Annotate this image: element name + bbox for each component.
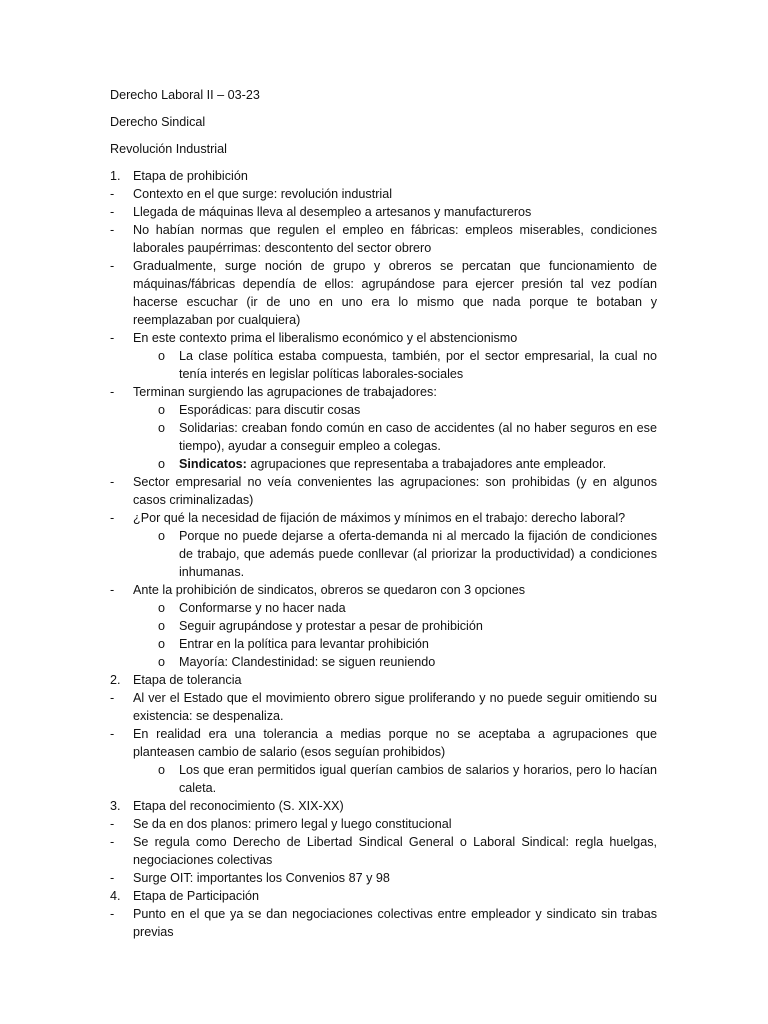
sub-list-item <box>110 347 657 383</box>
list-marker: 3. <box>110 799 121 813</box>
sub-list-item <box>110 635 657 653</box>
list-item-text: Mayoría: Clandestinidad: se siguen reuniendo <box>179 655 436 669</box>
list-marker: - <box>110 511 115 525</box>
list-item-text: agrupaciones que representaba a trabajadores ante empleador. <box>246 457 607 471</box>
list-marker: - <box>110 691 115 705</box>
list-item <box>110 383 657 401</box>
sub-list-item <box>110 617 657 635</box>
list-item-text: En realidad era una tolerancia a medias porque no se aceptaba a agrupaciones que planteasen cambio de salario (esos seguían prohibidos) <box>133 727 657 759</box>
list-item-text: Terminan surgiendo las agrupaciones de trabajadores: <box>133 385 437 399</box>
list-marker: 2. <box>110 673 121 687</box>
list-marker: o <box>158 637 166 651</box>
list-item <box>110 509 657 527</box>
list-marker: - <box>110 187 115 201</box>
list-item-text: Gradualmente, surge noción de grupo y obreros se percatan que funcionamiento de máquinas/fábricas dependía de ellos: agrupándose para ejercer presión tal vez podían hacerse escuchar (ir de uno en uno era lo mismo que nada porque te botaban y reemplazaban por cualquiera) <box>133 259 657 327</box>
list-item-text: Etapa de prohibición <box>133 169 248 183</box>
list-item-text: Porque no puede dejarse a oferta-demanda ni al mercado la fijación de condiciones de trabajo, que además puede conllevar (al priorizar la productividad) a condiciones inhumanas. <box>179 529 657 579</box>
list-item-text: Se regula como Derecho de Libertad Sindical General o Laboral Sindical: regla huelgas, negociaciones colectivas <box>133 835 657 867</box>
list-item <box>110 869 657 887</box>
list-item <box>110 257 657 329</box>
list-marker: o <box>158 349 166 363</box>
list-marker: o <box>158 529 166 543</box>
list-item-text: Sector empresarial no veía convenientes las agrupaciones: son prohibidas (y en algunos casos criminalizadas) <box>133 475 657 507</box>
list-marker: - <box>110 259 115 273</box>
list-marker: o <box>158 403 166 417</box>
list-item <box>110 725 657 761</box>
list-marker: o <box>158 655 166 669</box>
list-item <box>110 671 657 689</box>
list-marker: - <box>110 385 115 399</box>
section-heading: Derecho Sindical <box>110 115 206 129</box>
list-marker: - <box>110 817 115 831</box>
list-item <box>110 329 657 347</box>
list-item <box>110 887 657 905</box>
list-item-text: Esporádicas: para discutir cosas <box>179 403 361 417</box>
list-marker: o <box>158 457 166 471</box>
list-item <box>110 221 657 257</box>
list-marker: 4. <box>110 889 121 903</box>
list-item-text: Los que eran permitidos igual querían cambios de salarios y horarios, pero lo hacían caleta. <box>179 763 657 795</box>
list-item-text: Etapa de Participación <box>133 889 260 903</box>
list-item-text: Al ver el Estado que el movimiento obrero sigue proliferando y no puede seguir omitiendo su existencia: se despenaliza. <box>133 691 657 723</box>
list-item <box>110 473 657 509</box>
list-marker: - <box>110 223 115 237</box>
list-marker: - <box>110 331 115 345</box>
list-item <box>110 203 657 221</box>
list-item-text: Entrar en la política para levantar prohibición <box>179 637 429 651</box>
list-item <box>110 167 657 185</box>
list-item <box>110 689 657 725</box>
list-item-text: Se da en dos planos: primero legal y luego constitucional <box>133 817 452 831</box>
sub-list-item <box>110 455 657 473</box>
list-item <box>110 581 657 599</box>
sub-list-item <box>110 527 657 581</box>
sub-list-item <box>110 419 657 455</box>
list-marker: o <box>158 619 166 633</box>
sub-list-item <box>110 401 657 419</box>
list-marker: - <box>110 907 115 921</box>
list-item-text: Llegada de máquinas lleva al desempleo a artesanos y manufactureros <box>133 205 532 219</box>
list-item-text: No habían normas que regulen el empleo en fábricas: empleos miserables, condiciones laborales paupérrimas: descontento del sector obrero <box>133 223 657 255</box>
list-marker: - <box>110 835 115 849</box>
list-marker: o <box>158 763 166 777</box>
list-item-text: ¿Por qué la necesidad de fijación de máximos y mínimos en el trabajo: derecho laboral? <box>133 511 626 525</box>
list-item <box>110 905 657 941</box>
list-item-text: En este contexto prima el liberalismo económico y el abstencionismo <box>133 331 518 345</box>
list-item <box>110 797 657 815</box>
list-marker: - <box>110 475 115 489</box>
list-item-text: Contexto en el que surge: revolución industrial <box>133 187 393 201</box>
list-marker: 1. <box>110 169 121 183</box>
list-item-text: Punto en el que ya se dan negociaciones colectivas entre empleador y sindicato sin trabas previas <box>133 907 657 939</box>
list-item-text: La clase política estaba compuesta, también, por el sector empresarial, la cual no tenía interés en legislar políticas laborales-sociales <box>179 349 657 381</box>
list-marker: - <box>110 727 115 741</box>
list-marker: - <box>110 583 115 597</box>
outline-list <box>110 167 657 941</box>
subsection-heading: Revolución Industrial <box>110 142 227 156</box>
list-item <box>110 833 657 869</box>
list-item-text: Solidarias: creaban fondo común en caso de accidentes (al no haber seguros en ese tiempo), ayudar a conseguir empleo a colegas. <box>179 421 657 453</box>
list-marker: o <box>158 421 166 435</box>
list-marker: o <box>158 601 166 615</box>
document-body <box>110 86 657 941</box>
list-item <box>110 815 657 833</box>
bold-term: Sindicatos: <box>179 457 247 471</box>
sub-list-item <box>110 599 657 617</box>
sub-list-item <box>110 653 657 671</box>
document-title: Derecho Laboral II – 03-23 <box>110 88 260 102</box>
list-item-text: Conformarse y no hacer nada <box>179 601 346 615</box>
list-item-text: Surge OIT: importantes los Convenios 87 y 98 <box>133 871 390 885</box>
sub-list-item <box>110 761 657 797</box>
list-item <box>110 185 657 203</box>
list-item-text: Etapa de tolerancia <box>133 673 242 687</box>
list-marker: - <box>110 205 115 219</box>
list-item-text: Ante la prohibición de sindicatos, obreros se quedaron con 3 opciones <box>133 583 526 597</box>
list-marker: - <box>110 871 115 885</box>
list-item-text: Etapa del reconocimiento (S. XIX-XX) <box>133 799 344 813</box>
list-item-text: Seguir agrupándose y protestar a pesar de prohibición <box>179 619 483 633</box>
